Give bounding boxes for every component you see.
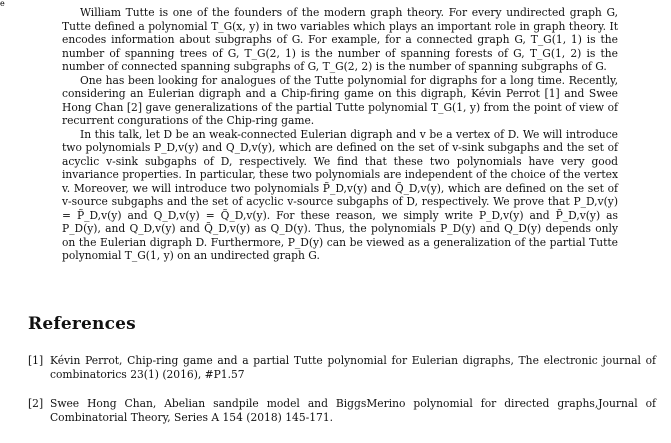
reference-item-1 <box>28 354 656 382</box>
reference-text: Kévin Perrot, Chip-ring game and a partial Tutte polynomial for Eulerian digraphs, The electronic journal of combinatorics 23(1) (2016), #P1.57 <box>50 354 656 381</box>
reference-item-2 <box>28 397 656 425</box>
references-heading: References <box>28 314 136 334</box>
abstract <box>62 6 618 263</box>
abstract-paragraph-2: One has been looking for analogues of the Tutte polynomial for digraphs for a long time. Recently, considering an Eulerian digraph and a Chip-firing game on this digraph, Kévin Perrot [1] and Swee Hong Chan [2] gave generalizations of the partial Tutte polynomial T_G(1, y) from the point of view of recurrent congurations of the Chip-ring game. <box>62 73 618 127</box>
abstract-paragraph-1: William Tutte is one of the founders of the modern graph theory. For every undirected graph G, Tutte defined a polynomial T_G(x, y) in two variables which plays an important role in graph theory. It encodes information about subgraphs of G. For example, for a connected graph G, T_G(1, 1) is the number of spanning trees of G, T_G(2, 1) is the number of spanning forests of G, T_G(1, 2) is the number of connected spanning subgraphs of G, T_G(2, 2) is the number of spanning subgraphs of G. <box>62 6 618 73</box>
page-mark: e <box>0 0 5 8</box>
reference-number: [1] <box>28 354 44 367</box>
abstract-paragraph-3: In this talk, let D be an weak-connected Eulerian digraph and v be a vertex of D. We will introduce two polynomials P_D,v(y) and Q_D,v(y), which are defined on the set of v-sink subgaphs and the set of acyclic v-sink subgaphs of D, respectively. We find that these two polynomials have very good invariance properties. In particular, these two polynomials are independent of the choice of the vertex v. Moreover, we will introduce two polynomials P̃_D,v(y) and Q̃_D,v(y), which are defined on the set of v-source subgaphs and the set of acyclic v-source subgaphs of D, respectively. We prove that P_D,v(y) = P̃_D,v(y) and Q_D,v(y) = Q̃_D,v(y). For these reason, we simply write P_D,v(y) and P̃_D,v(y) as P_D(y), and Q_D,v(y) and Q̃_D,v(y) as Q_D(y). Thus, the polynomials P_D(y) and Q_D(y) depends only on the Eulerian digraph D. Furthermore, P_D(y) can be viewed as a generalization of the partial Tutte polynomial T_G(1, y) on an undirected graph G. <box>62 127 618 262</box>
reference-number: [2] <box>28 397 44 410</box>
reference-text: Swee Hong Chan, Abelian sandpile model and BiggsMerino polynomial for directed graphs,Journal of Combinatorial Theory, Series A 154 (2018) 145-171. <box>50 397 656 424</box>
